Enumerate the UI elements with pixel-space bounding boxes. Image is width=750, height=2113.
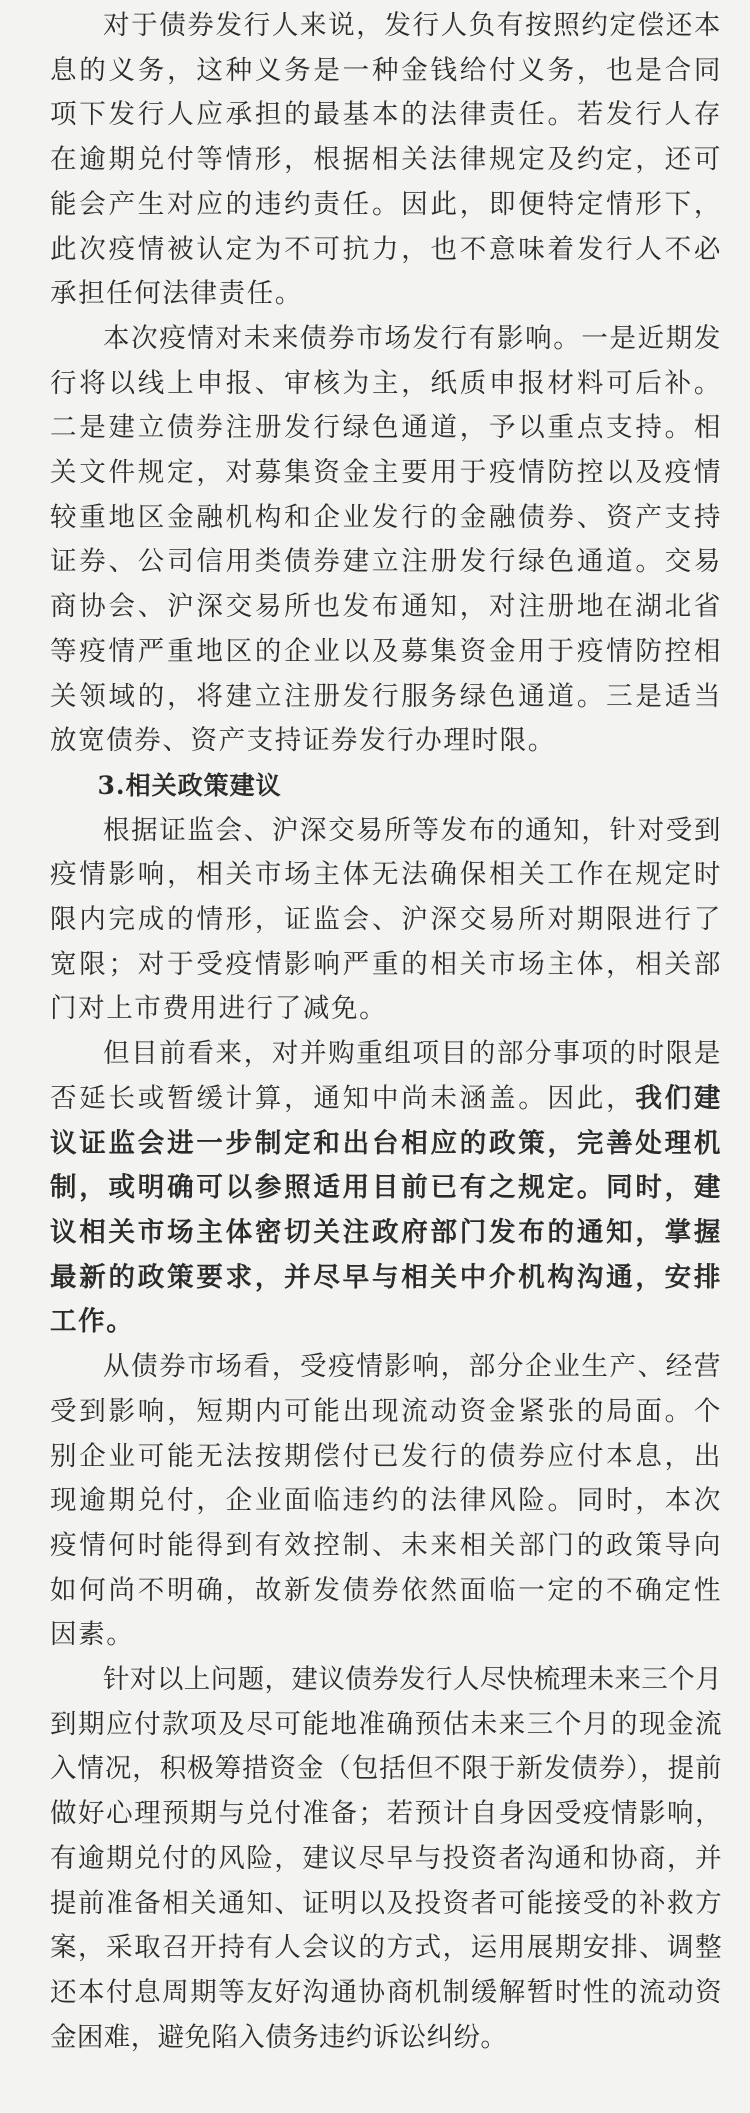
paragraph-issuer-liability: 对于债券发行人来说，发行人负有按照约定偿还本息的义务，这种义务是一种金钱给付义务，也是合同项下发行人应承担的最基本的法律责任。若发行人存在逾期兑付等情形，根据相关法律规定及约定，还可能会产生对应的违约责任。因此，即便特定情形下，此次疫情被认定为不可抗力，也不意味着发行人不必承担任何法律责任。 <box>50 10 722 310</box>
paragraph-bond-issuance-impact: 本次疫情对未来债券市场发行有影响。一是近期发行将以线上申报、审核为主，纸质申报材料可后补。二是建立债券注册发行绿色通道，予以重点支持。相关文件规定，对募集资金主要用于疫情防控以及疫情较重地区金融机构和企业发行的金融债券、资产支持证券、公司信用类债券建立注册发行绿色通道。交易商协会、沪深交易所也发布通知，对注册地在湖北省等疫情严重地区的企业以及募集资金用于疫情防控相关领域的，将建立注册发行服务绿色通道。三是适当放宽债券、资产支持证券发行办理时限。 <box>50 322 722 757</box>
paragraph-bond-market-risk: 从债券市场看，受疫情影响，部分企业生产、经营受到影响，短期内可能出现流动资金紧张的局面。个别企业可能无法按期偿付已发行的债券应付本息，出现逾期兑付，企业面临违约的法律风险。同时，本次疫情何时能得到有效控制、未来相关部门的政策导向如何尚不明确，故新发债券依然面临一定的不确定性因素。 <box>50 1351 722 1651</box>
paragraph-csrc-notices: 根据证监会、沪深交易所等发布的通知，针对受到疫情影响，相关市场主体无法确保相关工作在规定时限内完成的情形，证监会、沪深交易所对期限进行了宽限；对于受疫情影响严重的相关市场主体，相关部门对上市费用进行了减免。 <box>50 814 722 1025</box>
recommendation-intro-text: 但目前看来，对并购重组项目的部分事项的时限是否延长或暂缓计算，通知中尚未涵盖。因此， <box>50 1038 722 1114</box>
paragraph-merger-recommendation <box>50 1032 722 1345</box>
paragraph-issuer-suggestions: 针对以上问题，建议债券发行人尽快梳理未来三个月到期应付款项及尽可能地准确预估未来三个月的现金流入情况，积极筹措资金（包括但不限于新发债券），提前做好心理预期与兑付准备；若预计自身因受疫情影响，有逾期兑付的风险，建议尽早与投资者沟通和协商，并提前准备相关通知、证明以及投资者可能接受的补救方案，采取召开持有人会议的方式，运用展期安排、调整还本付息周期等友好沟通协商机制缓解暂时性的流动资金困难，避免陷入债务违约诉讼纠纷。 <box>50 1664 722 2053</box>
recommendation-bold-text: 我们建议证监会进一步制定和出台相应的政策，完善处理机制，或明确可以参照适用目前已有之规定。同时，建议相关市场主体密切关注政府部门发布的通知，掌握最新的政策要求，并尽早与相关中介机构沟通，安排工作。 <box>50 1082 722 1338</box>
section-heading-policy-advice: 3.相关政策建议 <box>97 770 282 800</box>
